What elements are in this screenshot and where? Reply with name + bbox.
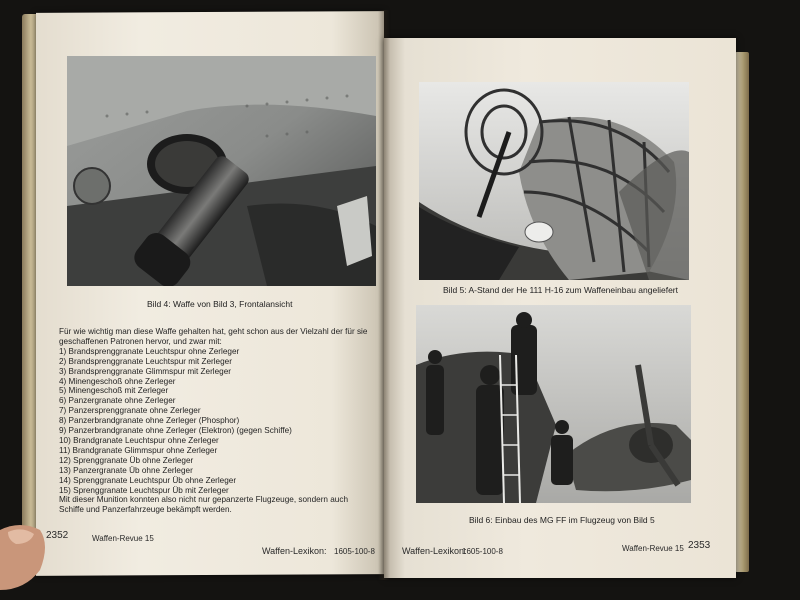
- ammo-list-item: 12) Sprenggranate Üb ohne Zerleger: [59, 455, 194, 465]
- ammo-list-item: 7) Panzersprenggranate ohne Zerleger: [59, 406, 201, 416]
- closing-line: Mit dieser Munition konnten also nicht nur gepanzerte Flugzeuge, sondern auch: [59, 495, 349, 505]
- photo-nose-glazing: [419, 82, 689, 280]
- ammo-list-item: 14) Sprenggranate Leuchtspur Üb ohne Zerleger: [59, 475, 237, 485]
- caption-bild-5: Bild 5: A-Stand der He 111 H-16 zum Waffeneinbau angeliefert: [443, 285, 678, 295]
- ammo-list-item: 8) Panzerbrandgranate ohne Zerleger (Phosphor): [59, 416, 240, 426]
- ammo-list-item: 15) Sprenggranate Leuchtspur Üb mit Zerleger: [59, 485, 229, 495]
- lexicon-right: Waffen-Lexikon:: [402, 546, 467, 556]
- photo-cannon-frontal: [67, 56, 376, 286]
- page-edge-right: [735, 52, 749, 572]
- ammo-list-item: 1) Brandsprenggranate Leuchtspur ohne Zerleger: [59, 346, 240, 356]
- intro-line: Für wie wichtig man diese Waffe gehalten hat, geht schon aus der Vielzahl der für sie: [59, 327, 368, 336]
- page-number-right: 2353: [688, 540, 711, 551]
- series-left: Waffen-Revue 15: [92, 534, 154, 543]
- ammo-list-item: 5) Minengeschoß mit Zerleger: [59, 386, 169, 396]
- ammo-list-item: 9) Panzerbrandgranate ohne Zerleger (Elektron) (gegen Schiffe): [59, 426, 292, 436]
- page-number-left: 2352: [46, 530, 69, 541]
- series-right: Waffen-Revue 15: [622, 544, 684, 553]
- ammo-list-item: 3) Brandsprenggranate Glimmspur mit Zerleger: [59, 366, 232, 376]
- lexicon-left: Waffen-Lexikon:: [262, 546, 327, 556]
- caption-bild-4: Bild 4: Waffe von Bild 3, Frontalansicht: [147, 299, 293, 309]
- ammo-list-item: 6) Panzergranate ohne Zerleger: [59, 396, 176, 406]
- book-spine: [378, 10, 390, 580]
- body-text: [59, 327, 377, 515]
- ammo-list-item: 2) Brandsprenggranate Leuchtspur mit Zerleger: [59, 356, 232, 366]
- thumb: [0, 520, 48, 590]
- caption-bild-6: Bild 6: Einbau des MG FF im Flugzeug von Bild 5: [469, 515, 655, 525]
- ammo-list-item: 10) Brandgranate Leuchtspur ohne Zerleger: [59, 435, 219, 445]
- lexicon-code-right: 1605-100-8: [462, 547, 503, 556]
- intro-line: geschaffenen Patronen hervor, und zwar mit:: [59, 336, 222, 346]
- closing-line: Schiffe und Panzerfahrzeuge bekämpft werden.: [59, 505, 232, 515]
- photo-crew-installation: [416, 305, 691, 503]
- ammo-list-item: 11) Brandgranate Glimmspur ohne Zerleger: [59, 445, 218, 455]
- ammo-list-item: 4) Minengeschoß ohne Zerleger: [59, 376, 176, 386]
- ammo-list-item: 13) Panzergranate Üb ohne Zerleger: [59, 465, 193, 475]
- lexicon-code-left: 1605-100-8: [334, 547, 375, 556]
